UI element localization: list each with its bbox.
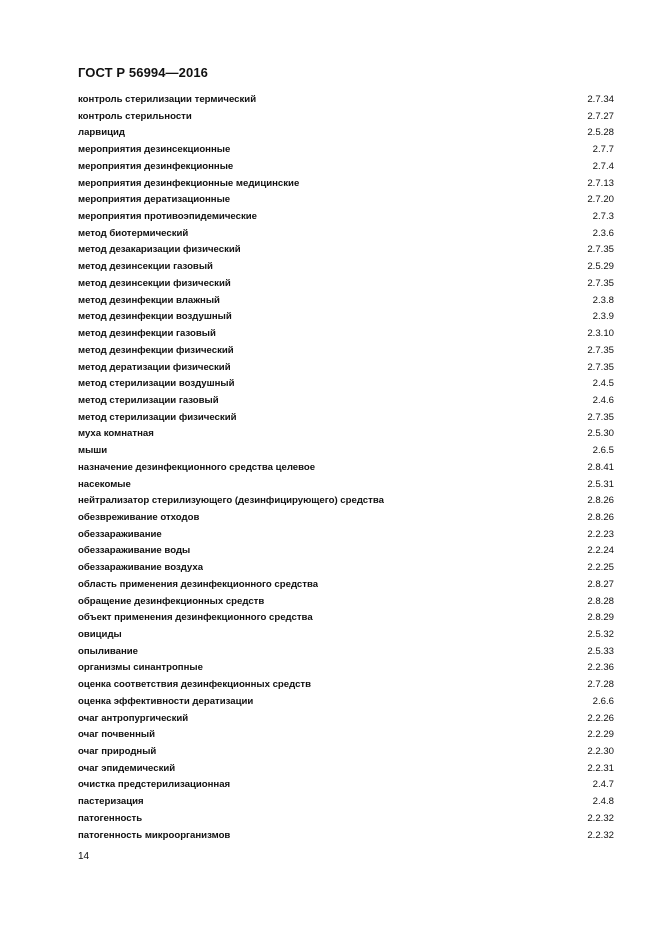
index-term: очаг почвенный [78,729,155,741]
index-entry [78,443,614,460]
index-reference: 2.8.26 [587,495,614,507]
index-reference: 2.5.30 [587,428,614,440]
index-reference: 2.7.27 [587,110,614,122]
index-term: овициды [78,629,122,640]
index-term: метод дератизации физический [78,361,231,373]
index-reference: 2.3.8 [592,294,614,306]
index-term: патогенность микроорганизмов [78,829,231,841]
index-term: метод биотермический [78,227,189,239]
index-entry [78,393,614,410]
index-reference: 2.5.31 [587,478,614,490]
index-reference: 2.2.26 [587,712,614,724]
index-term: мероприятия противоэпидемические [78,211,257,223]
index-reference: 2.7.7 [592,144,614,156]
index-entry [78,460,614,477]
index-reference: 2.7.35 [587,411,614,423]
index-reference: 2.5.28 [587,127,614,139]
index-entry [78,360,614,377]
index-entry [78,376,614,393]
index-entry [78,543,614,560]
index-entry [78,326,614,343]
index-reference: 2.8.26 [587,511,614,523]
index-reference: 2.7.20 [587,194,614,206]
index-entry [78,226,614,243]
index-entry [78,560,614,577]
index-entry [78,142,614,159]
index-term: область применения дезинфекционного средства [78,578,319,590]
index-term: обеззараживание [78,528,162,540]
index-term: очаг природный [78,746,157,758]
index-entry [78,677,614,694]
index-term: опыливание [78,645,138,657]
index-entry [78,627,614,644]
index-term: метод стерилизации физический [78,411,237,423]
index-reference: 2.2.25 [587,562,614,574]
index-term: патогенность [78,812,143,824]
index-entry [78,92,614,109]
index-entry [78,527,614,544]
index-term: пастеризация [78,796,144,808]
index-term: насекомые [78,478,131,490]
index-term: метод дезинфекции газовый [78,328,216,340]
index-term: метод дезинфекции воздушный [78,311,232,323]
index-entry [78,744,614,761]
index-reference: 2.7.34 [587,94,614,105]
index-reference: 2.3.6 [592,227,614,239]
index-term: мероприятия дезинфекционные [78,160,234,172]
index-reference: 2.5.29 [587,261,614,273]
index-entry [78,159,614,176]
index-term: обращение дезинфекционных средств [78,595,265,607]
document-header: ГОСТ Р 56994—2016 [78,65,208,80]
index-entry [78,694,614,711]
index-reference: 2.7.4 [592,160,614,172]
index-term: назначение дезинфекционного средства целевое [78,461,316,473]
index-term: обеззараживание воды [78,545,191,557]
index-entry [78,276,614,293]
index-entry [78,761,614,778]
index-term: объект применения дезинфекционного средства [78,612,313,624]
index-entry [78,644,614,661]
index-term: метод стерилизации газовый [78,394,219,406]
index-reference: 2.2.32 [587,829,614,841]
index-entry [78,727,614,744]
index-term: очистка предстерилизационная [78,779,231,791]
index-reference: 2.7.35 [587,344,614,356]
index-term: нейтрализатор стерилизующего (дезинфицирующего) средства [78,495,384,507]
index-term: метод дезинсекции физический [78,277,231,289]
index-reference: 2.8.27 [587,578,614,590]
index-entry [78,493,614,510]
index-entry [78,828,614,845]
index-reference: 2.8.28 [587,595,614,607]
index-term: метод стерилизации воздушный [78,378,235,390]
index-reference: 2.4.6 [592,394,614,406]
index-entry [78,410,614,427]
index-reference: 2.2.36 [587,662,614,674]
index-reference: 2.7.13 [587,177,614,189]
index-term: мероприятия дератизационные [78,194,231,206]
index-entry [78,610,614,627]
index-entry [78,577,614,594]
index-term: мыши [78,445,108,457]
index-entry [78,242,614,259]
index-term: метод дезакаризации физический [78,244,241,256]
index-entry [78,209,614,226]
index-term: обезвреживание отходов [78,511,200,523]
index-entry [78,660,614,677]
index-reference: 2.4.5 [592,378,614,390]
index-reference: 2.2.32 [587,812,614,824]
index-reference: 2.7.35 [587,277,614,289]
index-term: мероприятия дезинфекционные медицинские [78,177,300,189]
index-reference: 2.7.28 [587,679,614,691]
index-entry [78,125,614,142]
index-entry [78,477,614,494]
index-entry [78,293,614,310]
index-reference: 2.8.41 [587,461,614,473]
index-term: метод дезинфекции физический [78,344,234,356]
index-reference: 2.4.7 [592,779,614,791]
index-term: оценка соответствия дезинфекционных средств [78,679,312,691]
index-entry [78,309,614,326]
index-entry [78,510,614,527]
index-entry [78,343,614,360]
index-reference: 2.4.8 [592,796,614,808]
index-entry [78,426,614,443]
index-reference: 2.6.5 [592,445,614,457]
index-term: обеззараживание воздуха [78,562,204,574]
index-term: муха комнатная [78,428,154,440]
index-term: ларвицид [78,127,125,139]
index-entry [78,109,614,126]
index-entry [78,192,614,209]
index-reference: 2.2.29 [587,729,614,741]
index-term: контроль стерильности [78,110,192,122]
index-term: оценка эффективности дератизации [78,695,254,707]
index-term: очаг эпидемический [78,762,176,774]
index-term: метод дезинсекции газовый [78,261,213,273]
index-term: мероприятия дезинсекционные [78,144,231,156]
index-reference: 2.7.3 [592,211,614,223]
index-reference: 2.3.9 [592,311,614,323]
index-entry [78,811,614,828]
index-term: очаг антропургический [78,712,189,724]
index-reference: 2.8.29 [587,612,614,624]
alphabetical-index [78,92,614,844]
index-reference: 2.2.31 [587,762,614,774]
page-number: 14 [78,851,90,862]
index-reference: 2.6.6 [592,695,614,707]
index-reference: 2.2.23 [587,528,614,540]
index-term: метод дезинфекции влажный [78,294,220,306]
index-reference: 2.5.32 [587,629,614,640]
index-entry [78,176,614,193]
index-entry [78,259,614,276]
index-reference: 2.5.33 [587,645,614,657]
index-term: организмы синантропные [78,662,203,674]
index-entry [78,794,614,811]
index-entry [78,711,614,728]
index-reference: 2.3.10 [587,328,614,340]
index-reference: 2.2.24 [587,545,614,557]
index-reference: 2.7.35 [587,244,614,256]
index-term: контроль стерилизации термический [78,94,257,105]
index-entry [78,777,614,794]
index-reference: 2.7.35 [587,361,614,373]
index-entry [78,594,614,611]
index-reference: 2.2.30 [587,746,614,758]
